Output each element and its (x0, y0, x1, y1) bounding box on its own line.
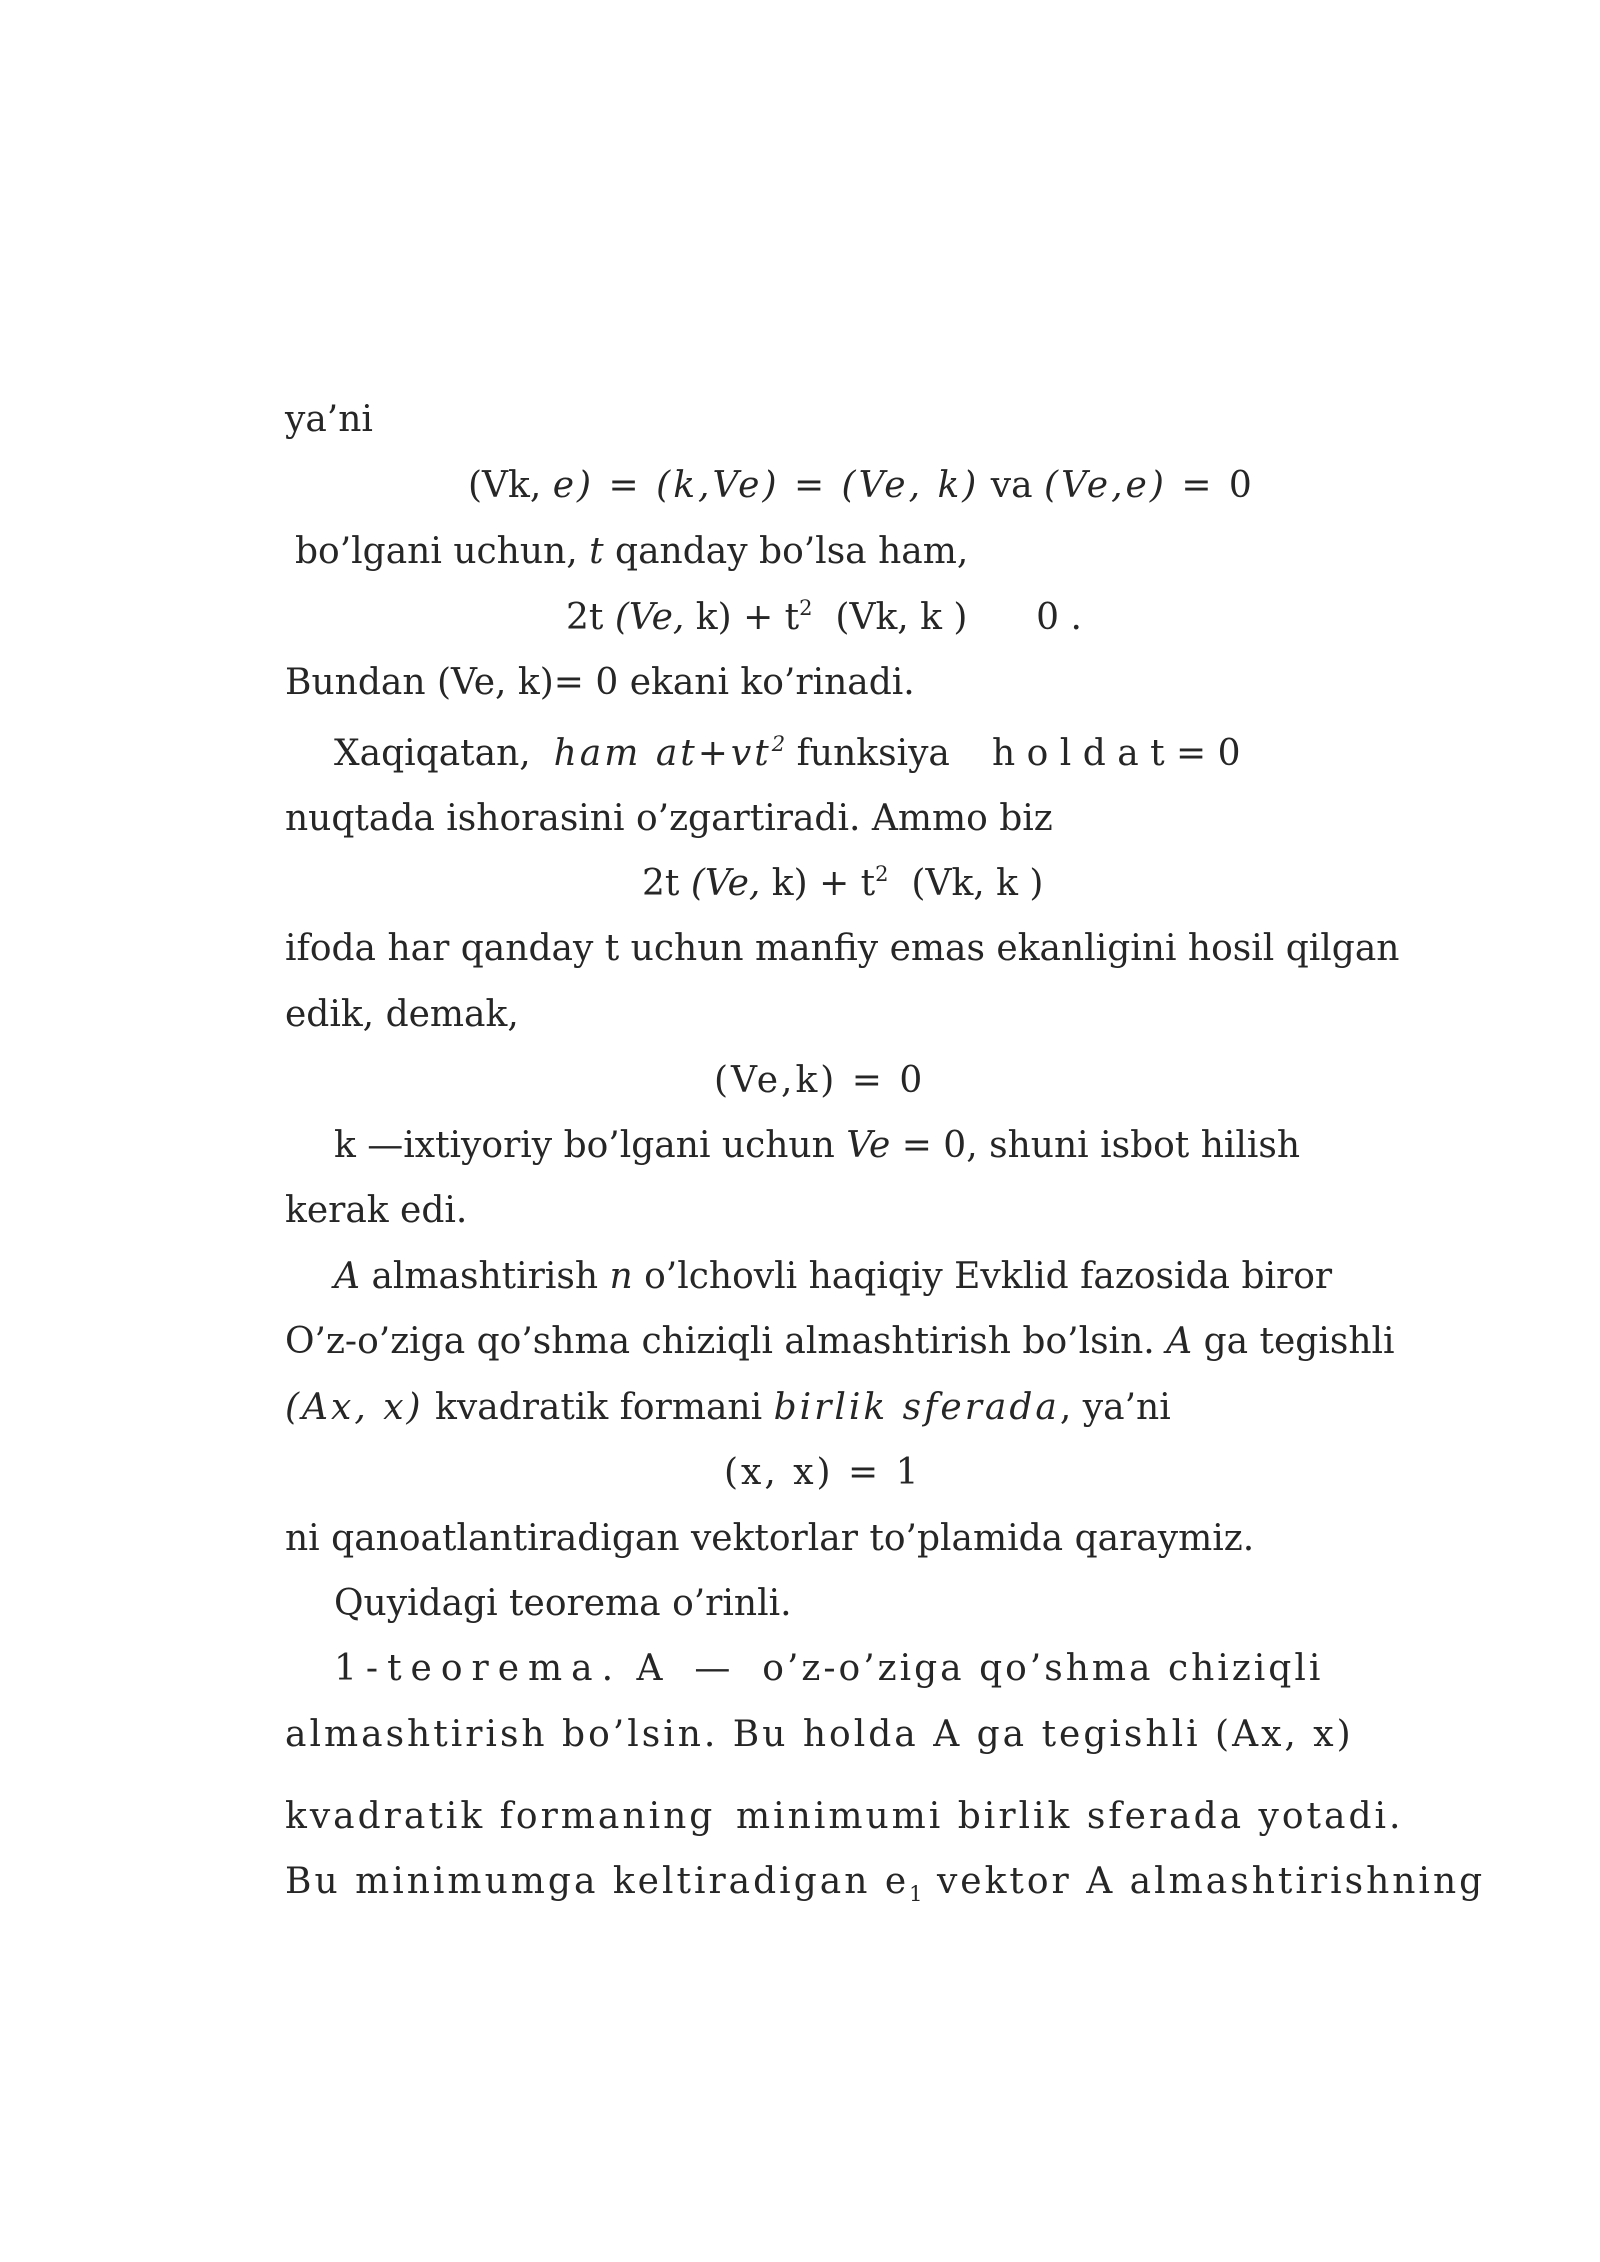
text-line: Bu minimumga keltiradigan $e_1$ vektor A almashtirishning (285, 1861, 1486, 1906)
formula-line: 2t (Ve, $k) + t^2$ (Vk, k ) (642, 862, 1044, 904)
text-line: edik, demak, (285, 994, 519, 1035)
text-line: O’z-o’ziga qo’shma chiziqli almashtirish bo’lsin. A ga tegishli (285, 1321, 1395, 1362)
text-line: minimumi birlik sferada yotadi. (736, 1796, 1404, 1837)
text-line: Xaqiqatan, ham $at+vt^2$ funksiya (334, 732, 950, 774)
text-line: h o l d a t = 0 (992, 733, 1241, 774)
formula-line: (x, x) = 1 (724, 1452, 922, 1493)
text-line: bo’lgani uchun, t qanday bo’lsa ham, (295, 531, 969, 572)
formula-line: (Vk, e) = (k,Ve) = (Ve, k) va (Ve,e) = 0 (468, 465, 1255, 506)
text-line: kvadratik formaning (285, 1796, 716, 1837)
text-line: Bundan (Ve, k)= 0 ekani ko’rinadi. (285, 662, 915, 703)
formula-line: (Ve,k) = 0 (714, 1060, 926, 1101)
text-line: Quyidagi teorema o’rinli. (334, 1583, 792, 1624)
text-line: A almashtirish n o’lchovli haqiqiy Evklid fazosida biror (334, 1256, 1333, 1297)
text-line: kerak edi. (285, 1190, 468, 1231)
theorem-heading: 1-teorema. A — o’z-o’ziga qo’shma chiziqli (334, 1648, 1324, 1689)
text-line: nuqtada ishorasini o’zgartiradi. Ammo biz (285, 798, 1053, 839)
text-line: ni qanoatlantiradigan vektorlar to’plamida qaraymiz. (285, 1518, 1255, 1559)
text-line: (Ax, x) kvadratik formani birlik sferada, ya’ni (285, 1387, 1171, 1428)
text-line: ya’ni (285, 399, 373, 440)
formula-line: 2t (Ve, $k) + t^2$ (Vk, k ) 0 . (566, 596, 1082, 638)
text-line: ifoda har qanday t uchun manfiy emas ekanligini hosil qilgan (285, 928, 1400, 969)
text-line: almashtirish bo’lsin. Bu holda A ga tegishli (Ax, x) (285, 1714, 1354, 1755)
text-line: k —ixtiyoriy bo’lgani uchun Ve = 0, shuni isbot hilish (334, 1125, 1301, 1166)
